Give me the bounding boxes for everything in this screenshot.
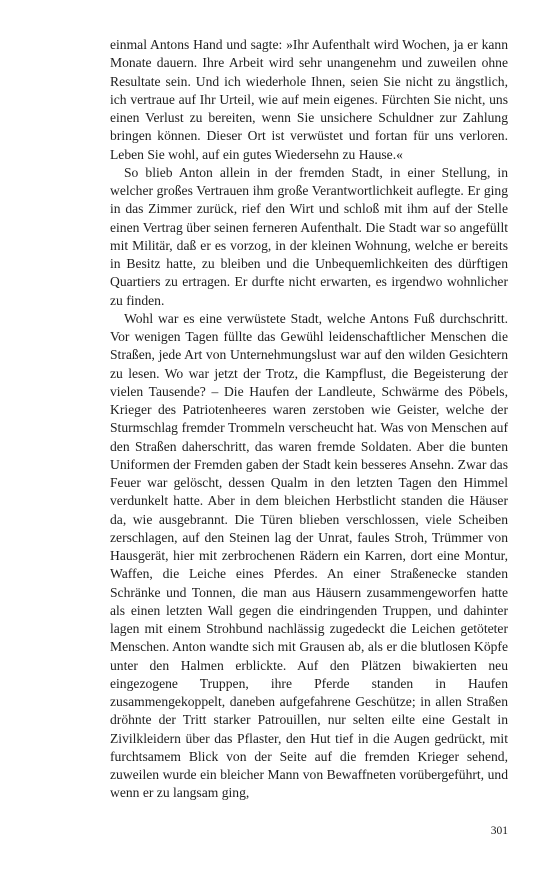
paragraph-continued: einmal Antons Hand und sagte: »Ihr Aufenthalt wird Wochen, ja er kann Monate dauern. Ihre Arbeit wird sehr unangenehm und zuweilen ohne Resultate sein. Und ich wiederhole Ihnen, seien Sie nicht zu ängstlich, ich vertraue auf Ihr Urteil, wie auf mein eigenes. Fürchten Sie nicht, uns einen Verlust zu bereiten, wenn Sie unsichere Schuldner zur Zahlung bringen können. Dieser Ort ist verwüstet und fortan für uns verloren. Leben Sie wohl, auf ein gutes Wiedersehn zu Hause.« (110, 37, 508, 162)
paragraph: So blieb Anton allein in der fremden Stadt, in einer Stellung, in welcher großes Vertrauen ihm große Verantwortlichkeit auflegte. Er ging in das Zimmer zurück, rief den Wirt und schloß mit ihm auf der Stelle einen Vertrag über seinen ferneren Aufenthalt. Die Stadt war so angefüllt mit Militär, daß er es vorzog, in der kleinen Wohnung, welche er bereits in Besitz hatte, zu bleiben und die Unbequemlichkeiten des dürftigen Quartiers zu ertragen. Er durfte nicht erwarten, es irgendwo wohnlicher zu finden. (110, 164, 508, 308)
book-page-text (110, 36, 508, 803)
page-number: 301 (490, 825, 508, 837)
paragraph: Wohl war es eine verwüstete Stadt, welche Antons Fuß durchschritt. Vor wenigen Tagen füllte das Gewühl leidenschaftlicher Menschen die Straßen, jede Art von Unternehmungslust war auf den wilden Gesichtern zu lesen. Wo war jetzt der Trotz, die Kampflust, die Begeisterung der vielen Tausende? – Die Haufen der Landleute, Schwärme des Pöbels, Krieger des Patriotenheeres waren zerstoben wie Geister, welche der Sturmschlag fremder Trommeln verscheucht hat. Was von Menschen auf den Straßen daherschritt, das waren fremde Soldaten. Aber die bunten Uniformen der Fremden gaben der Stadt kein besseres Ansehn. Zwar das Feuer war gelöscht, dessen Qualm in den letzten Tagen den Himmel verdunkelt hatte. Aber in dem bleichen Herbstlicht standen die Häuser da, wie ausgebrannt. Die Türen blieben verschlossen, viele Scheiben zerschlagen, auf den Steinen lag der Unrat, faules Stroh, Trümmer von Hausgerät, hier mit zerbrochenen Rädern ein Karren, dort eine Montur, Waffen, die Leiche eines Pferdes. An einer Straßenecke standen Schränke und Tonnen, die man aus Häusern zusammengeworfen hatte als einen letzten Wall gegen die eindringenden Truppen, und dahinter lagen mit einem Strohbund nachlässig zugedeckt die Leichen getöteter Menschen. Anton wandte sich mit Grausen ab, als er die blutlosen Köpfe unter den Halmen erblickte. Auf den Plätzen biwakierten neu eingezogene Truppen, ihre Pferde standen in Haufen zusammengekoppelt, daneben aufgefahrene Geschütze; in allen Straßen dröhnte der Tritt starker Patrouillen, nur selten eilte eine Gestalt in Zivilkleidern über das Pflaster, den Hut tief in die Augen gedrückt, mit furchtsamem Blick von der Seite auf die fremden Krieger sehend, zuweilen wurde ein bleicher Mann von Bewaffneten vorübergeführt, und wenn er zu langsam ging, (110, 310, 508, 801)
